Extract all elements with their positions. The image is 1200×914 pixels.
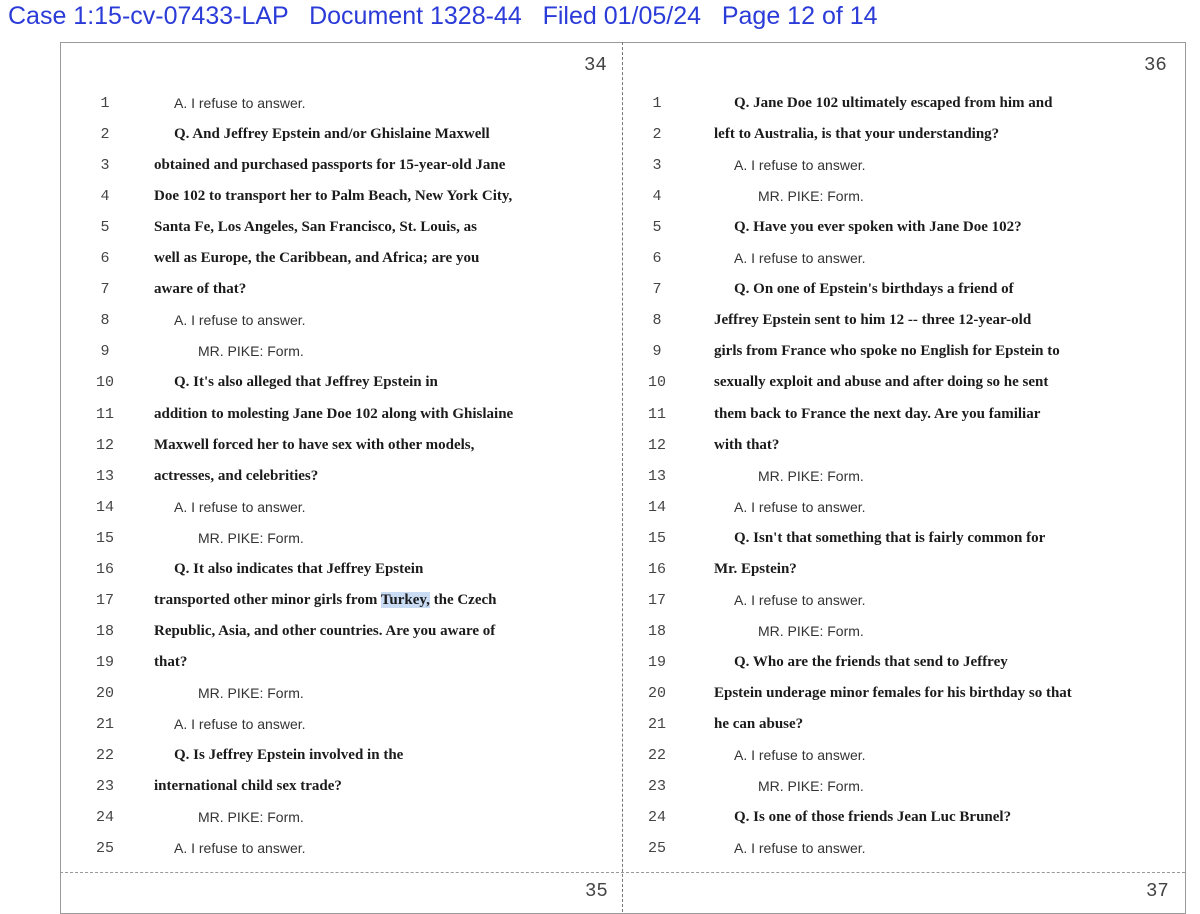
answer-text: A. I refuse to answer. (174, 498, 306, 515)
question-text: left to Australia, is that your understanding? (714, 126, 1000, 143)
answer-text: MR. PIKE: Form. (758, 622, 864, 639)
line-number: 12 (647, 436, 666, 454)
answer-text: MR. PIKE: Form. (758, 778, 864, 795)
line-number: 15 (647, 529, 666, 547)
page-number-bottom-right: 37 (1146, 880, 1169, 902)
question-text: well as Europe, the Caribbean, and Africa; are you (154, 250, 480, 267)
answer-text: A. I refuse to answer. (734, 747, 866, 764)
line-number: 15 (95, 529, 114, 547)
question-text: Jeffrey Epstein sent to him 12 -- three 12-year-old (714, 312, 1032, 329)
line-number: 19 (95, 653, 114, 671)
line-number: 19 (647, 653, 666, 671)
line-number: 5 (652, 219, 662, 237)
line-number: 7 (652, 281, 662, 299)
page-number-top-right: 36 (1144, 54, 1167, 76)
line-number: 21 (647, 716, 666, 733)
line-number: 22 (647, 747, 666, 765)
line-number: 6 (652, 250, 662, 268)
answer-text: MR. PIKE: Form. (198, 343, 304, 360)
question-text: Mr. Epstein? (714, 560, 797, 577)
line-number: 4 (652, 188, 662, 206)
question-text: Maxwell forced her to have sex with other models, (154, 436, 475, 453)
answer-text: MR. PIKE: Form. (198, 809, 304, 826)
line-number: 8 (652, 312, 662, 330)
question-text: Republic, Asia, and other countries. Are you aware of (154, 622, 496, 639)
question-text: that? (154, 653, 188, 670)
answer-text: A. I refuse to answer. (734, 591, 866, 608)
answer-text: A. I refuse to answer. (174, 95, 306, 111)
question-text: addition to molesting Jane Doe 102 along with Ghislaine (154, 405, 514, 422)
line-number: 11 (95, 405, 114, 423)
answer-text: MR. PIKE: Form. (758, 467, 864, 484)
highlighted-text: Turkey, (380, 591, 430, 608)
page-bottom-rule (60, 872, 1185, 873)
question-text: actresses, and celebrities? (154, 467, 319, 484)
line-number: 11 (647, 405, 666, 423)
text-before-highlight: transported other minor girls from (154, 591, 381, 608)
question-text: obtained and purchased passports for 15-year-old Jane (154, 157, 506, 174)
question-text: Q. Isn't that something that is fairly common for (734, 529, 1046, 546)
line-number: 14 (95, 498, 114, 516)
question-text: Q. Is one of those friends Jean Luc Brunel? (734, 809, 1012, 826)
question-text (154, 585, 497, 616)
answer-text: A. I refuse to answer. (174, 716, 306, 732)
line-number: 7 (100, 281, 110, 299)
question-text: Q. Is Jeffrey Epstein involved in the (174, 747, 404, 764)
question-text: Q. Have you ever spoken with Jane Doe 102? (734, 219, 1022, 236)
line-number: 17 (95, 591, 114, 609)
line-number: 3 (652, 157, 662, 175)
page-number-bottom-left: 35 (585, 880, 608, 902)
line-number: 20 (95, 684, 114, 702)
line-number: 12 (95, 436, 114, 454)
answer-text: A. I refuse to answer. (174, 312, 306, 329)
question-text: Doe 102 to transport her to Palm Beach, New York City, (154, 188, 513, 205)
page-number-top-left: 34 (584, 54, 607, 76)
line-number: 3 (100, 157, 110, 175)
column-divider (622, 42, 623, 912)
line-number: 18 (647, 622, 666, 640)
line-number: 9 (100, 343, 110, 361)
line-number: 10 (647, 374, 666, 392)
line-number: 17 (647, 591, 666, 609)
question-text: he can abuse? (714, 716, 804, 732)
question-text: with that? (714, 436, 780, 453)
line-number: 10 (95, 374, 114, 392)
question-text: them back to France the next day. Are you familiar (714, 405, 1041, 422)
line-number: 13 (95, 467, 114, 485)
question-text: Q. Jane Doe 102 ultimately escaped from him and (734, 95, 1053, 111)
question-text: Q. On one of Epstein's birthdays a friend of (734, 281, 1014, 298)
answer-text: MR. PIKE: Form. (198, 529, 304, 546)
line-number: 4 (100, 188, 110, 206)
question-text: girls from France who spoke no English for Epstein to (714, 343, 1060, 360)
line-number: 18 (95, 622, 114, 640)
line-number: 13 (647, 467, 666, 485)
question-text: Q. It's also alleged that Jeffrey Epstein in (174, 374, 438, 391)
line-number: 24 (647, 809, 666, 827)
question-text: aware of that? (154, 281, 247, 298)
question-text: international child sex trade? (154, 778, 342, 795)
line-number: 14 (647, 498, 666, 516)
line-number: 20 (647, 684, 666, 702)
answer-text: MR. PIKE: Form. (198, 684, 304, 701)
line-number: 2 (652, 126, 662, 144)
line-number: 8 (100, 312, 110, 330)
line-number: 21 (95, 716, 114, 733)
question-text: Q. And Jeffrey Epstein and/or Ghislaine Maxwell (174, 126, 490, 143)
question-text: Q. Who are the friends that send to Jeffrey (734, 653, 1008, 670)
line-number: 16 (95, 560, 114, 578)
answer-text: A. I refuse to answer. (174, 840, 306, 857)
answer-text: MR. PIKE: Form. (758, 188, 864, 205)
case-header: Case 1:15-cv-07433-LAP Document 1328-44 Filed 01/05/24 Page 12 of 14 (8, 2, 878, 30)
line-number: 25 (647, 840, 666, 858)
question-text: sexually exploit and abuse and after doing so he sent (714, 374, 1049, 391)
line-number: 25 (95, 840, 114, 858)
line-number: 23 (95, 778, 114, 796)
line-number: 2 (100, 126, 110, 144)
line-number: 22 (95, 747, 114, 765)
line-number: 1 (100, 95, 110, 112)
line-number: 6 (100, 250, 110, 268)
answer-text: A. I refuse to answer. (734, 840, 866, 857)
line-number: 9 (652, 343, 662, 361)
line-number: 5 (100, 219, 110, 237)
line-number: 1 (652, 95, 662, 112)
line-number: 16 (647, 560, 666, 578)
text-after-highlight: the Czech (429, 591, 497, 608)
question-text: Santa Fe, Los Angeles, San Francisco, St. Louis, as (154, 219, 477, 236)
answer-text: A. I refuse to answer. (734, 157, 866, 174)
question-text: Q. It also indicates that Jeffrey Epstein (174, 560, 424, 577)
line-number: 24 (95, 809, 114, 827)
line-number: 23 (647, 778, 666, 796)
answer-text: A. I refuse to answer. (734, 498, 866, 515)
answer-text: A. I refuse to answer. (734, 250, 866, 267)
question-text: Epstein underage minor females for his birthday so that (714, 684, 1072, 701)
